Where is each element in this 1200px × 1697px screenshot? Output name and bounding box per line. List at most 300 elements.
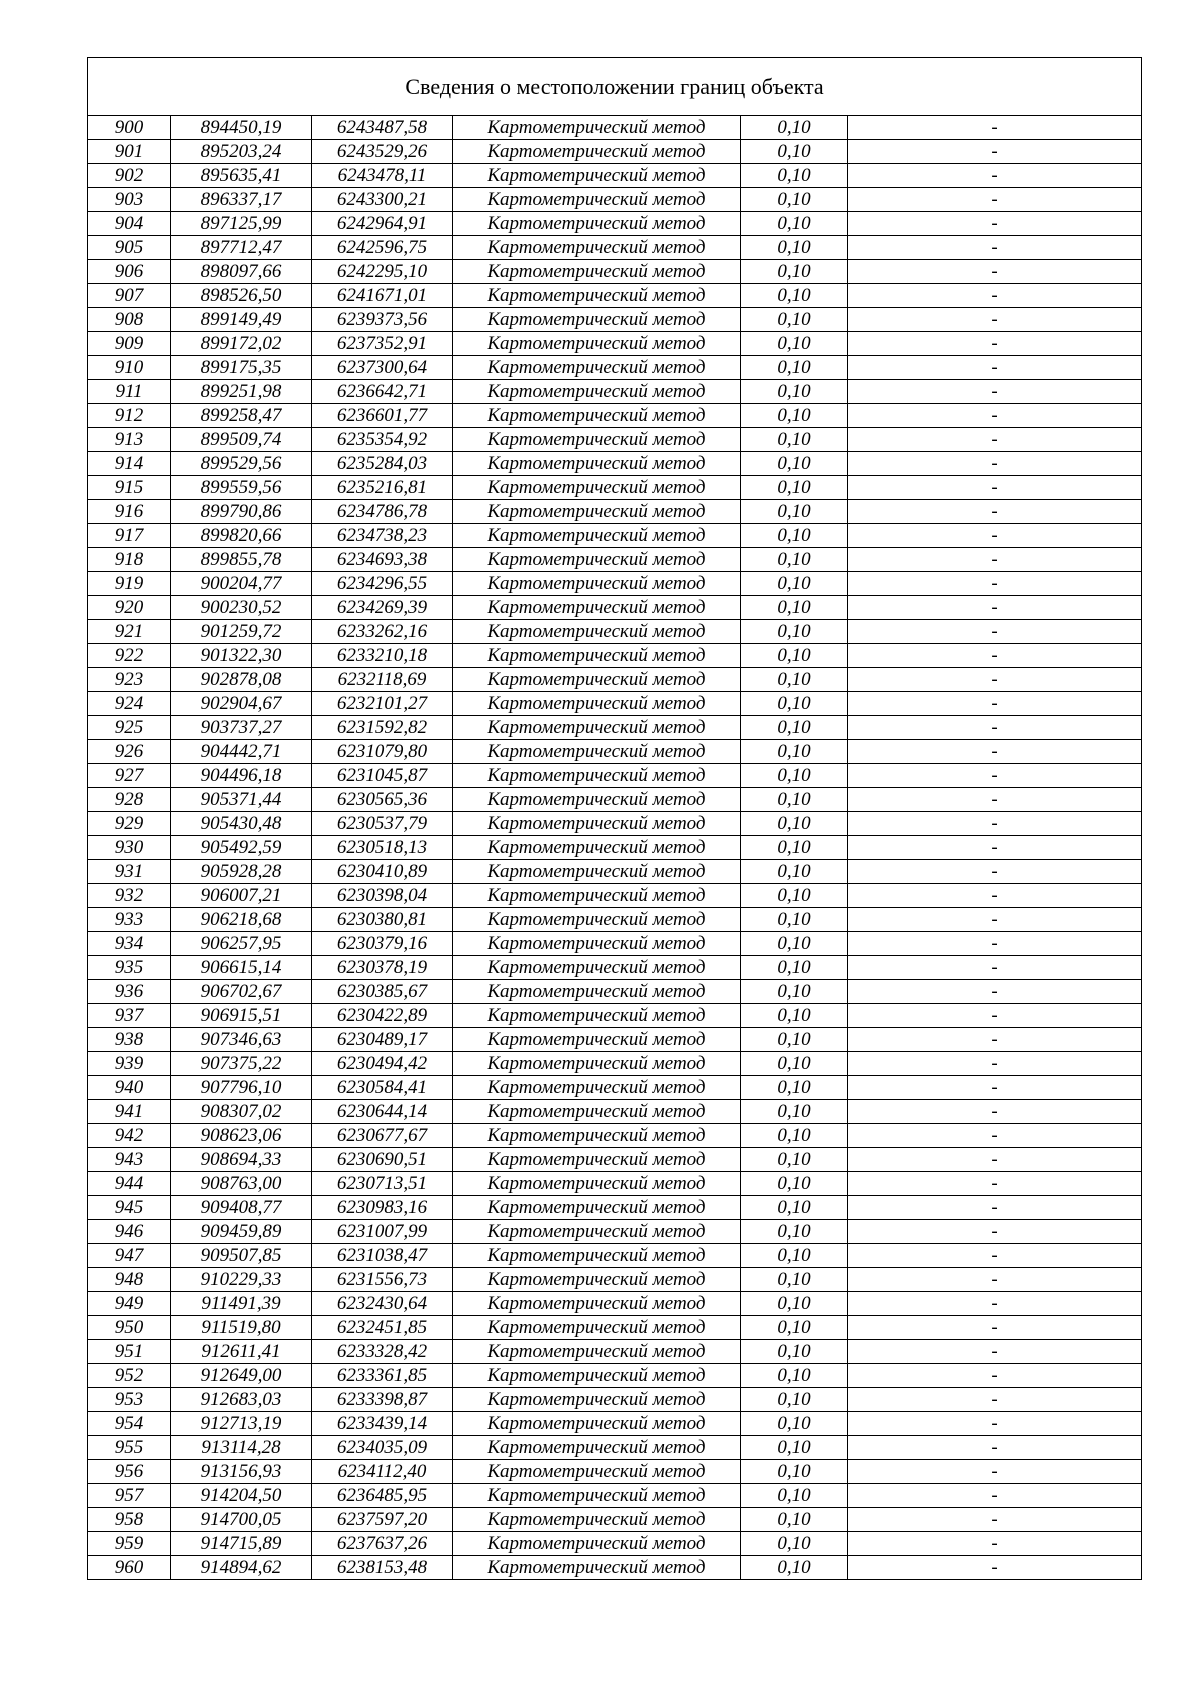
x-coordinate-cell: 901322,30 bbox=[171, 644, 312, 668]
table-row bbox=[88, 1388, 1142, 1412]
method-cell: Картометрический метод bbox=[453, 356, 741, 380]
description-cell: - bbox=[848, 332, 1142, 356]
table-row bbox=[88, 932, 1142, 956]
table-row bbox=[88, 692, 1142, 716]
accuracy-cell: 0,10 bbox=[741, 1508, 848, 1532]
accuracy-cell: 0,10 bbox=[741, 596, 848, 620]
table-row bbox=[88, 308, 1142, 332]
x-coordinate-cell: 899175,35 bbox=[171, 356, 312, 380]
method-cell: Картометрический метод bbox=[453, 1340, 741, 1364]
description-cell: - bbox=[848, 1460, 1142, 1484]
accuracy-cell: 0,10 bbox=[741, 548, 848, 572]
method-cell: Картометрический метод bbox=[453, 1412, 741, 1436]
y-coordinate-cell: 6236642,71 bbox=[312, 380, 453, 404]
x-coordinate-cell: 907375,22 bbox=[171, 1052, 312, 1076]
description-cell: - bbox=[848, 1124, 1142, 1148]
accuracy-cell: 0,10 bbox=[741, 1028, 848, 1052]
y-coordinate-cell: 6237597,20 bbox=[312, 1508, 453, 1532]
table-row bbox=[88, 1076, 1142, 1100]
point-number-cell: 917 bbox=[88, 524, 171, 548]
y-coordinate-cell: 6234035,09 bbox=[312, 1436, 453, 1460]
method-cell: Картометрический метод bbox=[453, 740, 741, 764]
description-cell: - bbox=[848, 812, 1142, 836]
description-cell: - bbox=[848, 428, 1142, 452]
point-number-cell: 911 bbox=[88, 380, 171, 404]
accuracy-cell: 0,10 bbox=[741, 260, 848, 284]
method-cell: Картометрический метод bbox=[453, 404, 741, 428]
table-row bbox=[88, 260, 1142, 284]
y-coordinate-cell: 6234112,40 bbox=[312, 1460, 453, 1484]
y-coordinate-cell: 6232101,27 bbox=[312, 692, 453, 716]
table-row bbox=[88, 140, 1142, 164]
x-coordinate-cell: 908623,06 bbox=[171, 1124, 312, 1148]
description-cell: - bbox=[848, 1148, 1142, 1172]
table-row bbox=[88, 356, 1142, 380]
accuracy-cell: 0,10 bbox=[741, 116, 848, 140]
description-cell: - bbox=[848, 1388, 1142, 1412]
description-cell: - bbox=[848, 1100, 1142, 1124]
table-row bbox=[88, 980, 1142, 1004]
description-cell: - bbox=[848, 1268, 1142, 1292]
table-row bbox=[88, 1508, 1142, 1532]
x-coordinate-cell: 898097,66 bbox=[171, 260, 312, 284]
method-cell: Картометрический метод bbox=[453, 1532, 741, 1556]
y-coordinate-cell: 6234269,39 bbox=[312, 596, 453, 620]
accuracy-cell: 0,10 bbox=[741, 1268, 848, 1292]
point-number-cell: 943 bbox=[88, 1148, 171, 1172]
point-number-cell: 948 bbox=[88, 1268, 171, 1292]
description-cell: - bbox=[848, 236, 1142, 260]
table-row bbox=[88, 1412, 1142, 1436]
table-row bbox=[88, 452, 1142, 476]
y-coordinate-cell: 6239373,56 bbox=[312, 308, 453, 332]
y-coordinate-cell: 6233328,42 bbox=[312, 1340, 453, 1364]
method-cell: Картометрический метод bbox=[453, 1268, 741, 1292]
point-number-cell: 952 bbox=[88, 1364, 171, 1388]
y-coordinate-cell: 6230398,04 bbox=[312, 884, 453, 908]
x-coordinate-cell: 907346,63 bbox=[171, 1028, 312, 1052]
description-cell: - bbox=[848, 284, 1142, 308]
table-row bbox=[88, 428, 1142, 452]
description-cell: - bbox=[848, 884, 1142, 908]
description-cell: - bbox=[848, 764, 1142, 788]
point-number-cell: 957 bbox=[88, 1484, 171, 1508]
accuracy-cell: 0,10 bbox=[741, 836, 848, 860]
table-row bbox=[88, 500, 1142, 524]
point-number-cell: 912 bbox=[88, 404, 171, 428]
x-coordinate-cell: 899790,86 bbox=[171, 500, 312, 524]
y-coordinate-cell: 6231045,87 bbox=[312, 764, 453, 788]
method-cell: Картометрический метод bbox=[453, 596, 741, 620]
accuracy-cell: 0,10 bbox=[741, 1484, 848, 1508]
accuracy-cell: 0,10 bbox=[741, 620, 848, 644]
table-row bbox=[88, 1004, 1142, 1028]
table-row bbox=[88, 836, 1142, 860]
point-number-cell: 901 bbox=[88, 140, 171, 164]
point-number-cell: 959 bbox=[88, 1532, 171, 1556]
y-coordinate-cell: 6230379,16 bbox=[312, 932, 453, 956]
table-row bbox=[88, 740, 1142, 764]
point-number-cell: 905 bbox=[88, 236, 171, 260]
y-coordinate-cell: 6230983,16 bbox=[312, 1196, 453, 1220]
description-cell: - bbox=[848, 788, 1142, 812]
point-number-cell: 956 bbox=[88, 1460, 171, 1484]
point-number-cell: 920 bbox=[88, 596, 171, 620]
table-row bbox=[88, 812, 1142, 836]
table-row bbox=[88, 884, 1142, 908]
accuracy-cell: 0,10 bbox=[741, 1196, 848, 1220]
x-coordinate-cell: 905371,44 bbox=[171, 788, 312, 812]
x-coordinate-cell: 899149,49 bbox=[171, 308, 312, 332]
point-number-cell: 950 bbox=[88, 1316, 171, 1340]
y-coordinate-cell: 6230644,14 bbox=[312, 1100, 453, 1124]
accuracy-cell: 0,10 bbox=[741, 404, 848, 428]
method-cell: Картометрический метод bbox=[453, 284, 741, 308]
point-number-cell: 921 bbox=[88, 620, 171, 644]
table-row bbox=[88, 1220, 1142, 1244]
accuracy-cell: 0,10 bbox=[741, 884, 848, 908]
method-cell: Картометрический метод bbox=[453, 860, 741, 884]
y-coordinate-cell: 6230494,42 bbox=[312, 1052, 453, 1076]
method-cell: Картометрический метод bbox=[453, 188, 741, 212]
accuracy-cell: 0,10 bbox=[741, 668, 848, 692]
table-row bbox=[88, 1028, 1142, 1052]
x-coordinate-cell: 904496,18 bbox=[171, 764, 312, 788]
x-coordinate-cell: 913114,28 bbox=[171, 1436, 312, 1460]
x-coordinate-cell: 909408,77 bbox=[171, 1196, 312, 1220]
point-number-cell: 936 bbox=[88, 980, 171, 1004]
description-cell: - bbox=[848, 1028, 1142, 1052]
accuracy-cell: 0,10 bbox=[741, 740, 848, 764]
accuracy-cell: 0,10 bbox=[741, 980, 848, 1004]
description-cell: - bbox=[848, 116, 1142, 140]
point-number-cell: 903 bbox=[88, 188, 171, 212]
x-coordinate-cell: 912713,19 bbox=[171, 1412, 312, 1436]
description-cell: - bbox=[848, 1532, 1142, 1556]
description-cell: - bbox=[848, 1436, 1142, 1460]
accuracy-cell: 0,10 bbox=[741, 1220, 848, 1244]
x-coordinate-cell: 899855,78 bbox=[171, 548, 312, 572]
table-row bbox=[88, 1556, 1142, 1580]
x-coordinate-cell: 895203,24 bbox=[171, 140, 312, 164]
y-coordinate-cell: 6242596,75 bbox=[312, 236, 453, 260]
accuracy-cell: 0,10 bbox=[741, 1460, 848, 1484]
y-coordinate-cell: 6230677,67 bbox=[312, 1124, 453, 1148]
description-cell: - bbox=[848, 1316, 1142, 1340]
x-coordinate-cell: 902878,08 bbox=[171, 668, 312, 692]
table-row bbox=[88, 1196, 1142, 1220]
method-cell: Картометрический метод bbox=[453, 620, 741, 644]
y-coordinate-cell: 6232451,85 bbox=[312, 1316, 453, 1340]
method-cell: Картометрический метод bbox=[453, 116, 741, 140]
y-coordinate-cell: 6235216,81 bbox=[312, 476, 453, 500]
description-cell: - bbox=[848, 1484, 1142, 1508]
accuracy-cell: 0,10 bbox=[741, 308, 848, 332]
description-cell: - bbox=[848, 1052, 1142, 1076]
accuracy-cell: 0,10 bbox=[741, 1052, 848, 1076]
y-coordinate-cell: 6234296,55 bbox=[312, 572, 453, 596]
x-coordinate-cell: 906915,51 bbox=[171, 1004, 312, 1028]
method-cell: Картометрический метод bbox=[453, 380, 741, 404]
description-cell: - bbox=[848, 692, 1142, 716]
accuracy-cell: 0,10 bbox=[741, 1124, 848, 1148]
y-coordinate-cell: 6230385,67 bbox=[312, 980, 453, 1004]
x-coordinate-cell: 906007,21 bbox=[171, 884, 312, 908]
y-coordinate-cell: 6230378,19 bbox=[312, 956, 453, 980]
x-coordinate-cell: 899559,56 bbox=[171, 476, 312, 500]
y-coordinate-cell: 6237637,26 bbox=[312, 1532, 453, 1556]
point-number-cell: 910 bbox=[88, 356, 171, 380]
y-coordinate-cell: 6235354,92 bbox=[312, 428, 453, 452]
accuracy-cell: 0,10 bbox=[741, 428, 848, 452]
table-row bbox=[88, 164, 1142, 188]
table-row bbox=[88, 284, 1142, 308]
description-cell: - bbox=[848, 260, 1142, 284]
method-cell: Картометрический метод bbox=[453, 1196, 741, 1220]
accuracy-cell: 0,10 bbox=[741, 236, 848, 260]
x-coordinate-cell: 914715,89 bbox=[171, 1532, 312, 1556]
x-coordinate-cell: 909507,85 bbox=[171, 1244, 312, 1268]
accuracy-cell: 0,10 bbox=[741, 1148, 848, 1172]
description-cell: - bbox=[848, 500, 1142, 524]
table-row bbox=[88, 1364, 1142, 1388]
table-row bbox=[88, 1268, 1142, 1292]
x-coordinate-cell: 907796,10 bbox=[171, 1076, 312, 1100]
method-cell: Картометрический метод bbox=[453, 980, 741, 1004]
point-number-cell: 929 bbox=[88, 812, 171, 836]
point-number-cell: 960 bbox=[88, 1556, 171, 1580]
description-cell: - bbox=[848, 548, 1142, 572]
point-number-cell: 949 bbox=[88, 1292, 171, 1316]
x-coordinate-cell: 905430,48 bbox=[171, 812, 312, 836]
description-cell: - bbox=[848, 1244, 1142, 1268]
point-number-cell: 932 bbox=[88, 884, 171, 908]
method-cell: Картометрический метод bbox=[453, 788, 741, 812]
method-cell: Картометрический метод bbox=[453, 1244, 741, 1268]
x-coordinate-cell: 905928,28 bbox=[171, 860, 312, 884]
description-cell: - bbox=[848, 740, 1142, 764]
x-coordinate-cell: 900230,52 bbox=[171, 596, 312, 620]
accuracy-cell: 0,10 bbox=[741, 644, 848, 668]
description-cell: - bbox=[848, 404, 1142, 428]
y-coordinate-cell: 6230518,13 bbox=[312, 836, 453, 860]
method-cell: Картометрический метод bbox=[453, 140, 741, 164]
table-row bbox=[88, 548, 1142, 572]
method-cell: Картометрический метод bbox=[453, 260, 741, 284]
description-cell: - bbox=[848, 956, 1142, 980]
point-number-cell: 915 bbox=[88, 476, 171, 500]
accuracy-cell: 0,10 bbox=[741, 1004, 848, 1028]
accuracy-cell: 0,10 bbox=[741, 284, 848, 308]
x-coordinate-cell: 896337,17 bbox=[171, 188, 312, 212]
table-row bbox=[88, 1172, 1142, 1196]
table-row bbox=[88, 524, 1142, 548]
table-row bbox=[88, 212, 1142, 236]
point-number-cell: 919 bbox=[88, 572, 171, 596]
method-cell: Картометрический метод bbox=[453, 1436, 741, 1460]
accuracy-cell: 0,10 bbox=[741, 956, 848, 980]
method-cell: Картометрический метод bbox=[453, 1292, 741, 1316]
table-row bbox=[88, 404, 1142, 428]
table-row bbox=[88, 716, 1142, 740]
description-cell: - bbox=[848, 308, 1142, 332]
x-coordinate-cell: 914204,50 bbox=[171, 1484, 312, 1508]
accuracy-cell: 0,10 bbox=[741, 380, 848, 404]
table-row bbox=[88, 1316, 1142, 1340]
accuracy-cell: 0,10 bbox=[741, 1076, 848, 1100]
y-coordinate-cell: 6238153,48 bbox=[312, 1556, 453, 1580]
point-number-cell: 942 bbox=[88, 1124, 171, 1148]
x-coordinate-cell: 897712,47 bbox=[171, 236, 312, 260]
method-cell: Картометрический метод bbox=[453, 164, 741, 188]
y-coordinate-cell: 6235284,03 bbox=[312, 452, 453, 476]
table-row bbox=[88, 644, 1142, 668]
method-cell: Картометрический метод bbox=[453, 1220, 741, 1244]
table-row bbox=[88, 788, 1142, 812]
point-number-cell: 953 bbox=[88, 1388, 171, 1412]
x-coordinate-cell: 908694,33 bbox=[171, 1148, 312, 1172]
description-cell: - bbox=[848, 212, 1142, 236]
accuracy-cell: 0,10 bbox=[741, 1412, 848, 1436]
method-cell: Картометрический метод bbox=[453, 452, 741, 476]
accuracy-cell: 0,10 bbox=[741, 476, 848, 500]
point-number-cell: 945 bbox=[88, 1196, 171, 1220]
point-number-cell: 928 bbox=[88, 788, 171, 812]
description-cell: - bbox=[848, 356, 1142, 380]
table-row bbox=[88, 1052, 1142, 1076]
accuracy-cell: 0,10 bbox=[741, 1556, 848, 1580]
point-number-cell: 907 bbox=[88, 284, 171, 308]
point-number-cell: 951 bbox=[88, 1340, 171, 1364]
accuracy-cell: 0,10 bbox=[741, 932, 848, 956]
x-coordinate-cell: 898526,50 bbox=[171, 284, 312, 308]
method-cell: Картометрический метод bbox=[453, 932, 741, 956]
description-cell: - bbox=[848, 932, 1142, 956]
y-coordinate-cell: 6234693,38 bbox=[312, 548, 453, 572]
x-coordinate-cell: 912649,00 bbox=[171, 1364, 312, 1388]
y-coordinate-cell: 6243487,58 bbox=[312, 116, 453, 140]
table-row bbox=[88, 1532, 1142, 1556]
method-cell: Картометрический метод bbox=[453, 1100, 741, 1124]
point-number-cell: 939 bbox=[88, 1052, 171, 1076]
accuracy-cell: 0,10 bbox=[741, 332, 848, 356]
y-coordinate-cell: 6230584,41 bbox=[312, 1076, 453, 1100]
x-coordinate-cell: 908307,02 bbox=[171, 1100, 312, 1124]
method-cell: Картометрический метод bbox=[453, 236, 741, 260]
accuracy-cell: 0,10 bbox=[741, 524, 848, 548]
method-cell: Картометрический метод bbox=[453, 1364, 741, 1388]
description-cell: - bbox=[848, 1172, 1142, 1196]
table-row bbox=[88, 1460, 1142, 1484]
method-cell: Картометрический метод bbox=[453, 476, 741, 500]
description-cell: - bbox=[848, 1292, 1142, 1316]
y-coordinate-cell: 6236485,95 bbox=[312, 1484, 453, 1508]
y-coordinate-cell: 6232118,69 bbox=[312, 668, 453, 692]
description-cell: - bbox=[848, 572, 1142, 596]
accuracy-cell: 0,10 bbox=[741, 1292, 848, 1316]
point-number-cell: 922 bbox=[88, 644, 171, 668]
method-cell: Картометрический метод bbox=[453, 764, 741, 788]
method-cell: Картометрический метод bbox=[453, 212, 741, 236]
description-cell: - bbox=[848, 860, 1142, 884]
point-number-cell: 940 bbox=[88, 1076, 171, 1100]
table-title: Сведения о местоположении границ объекта bbox=[88, 58, 1142, 116]
method-cell: Картометрический метод bbox=[453, 548, 741, 572]
method-cell: Картометрический метод bbox=[453, 1460, 741, 1484]
description-cell: - bbox=[848, 1364, 1142, 1388]
description-cell: - bbox=[848, 620, 1142, 644]
table-row bbox=[88, 1292, 1142, 1316]
x-coordinate-cell: 906615,14 bbox=[171, 956, 312, 980]
accuracy-cell: 0,10 bbox=[741, 140, 848, 164]
table-row bbox=[88, 1484, 1142, 1508]
table-row bbox=[88, 764, 1142, 788]
description-cell: - bbox=[848, 1508, 1142, 1532]
point-number-cell: 900 bbox=[88, 116, 171, 140]
point-number-cell: 916 bbox=[88, 500, 171, 524]
point-number-cell: 938 bbox=[88, 1028, 171, 1052]
method-cell: Картометрический метод bbox=[453, 1508, 741, 1532]
table-row bbox=[88, 908, 1142, 932]
method-cell: Картометрический метод bbox=[453, 1484, 741, 1508]
accuracy-cell: 0,10 bbox=[741, 164, 848, 188]
x-coordinate-cell: 899509,74 bbox=[171, 428, 312, 452]
description-cell: - bbox=[848, 452, 1142, 476]
description-cell: - bbox=[848, 1196, 1142, 1220]
y-coordinate-cell: 6230713,51 bbox=[312, 1172, 453, 1196]
point-number-cell: 909 bbox=[88, 332, 171, 356]
x-coordinate-cell: 905492,59 bbox=[171, 836, 312, 860]
method-cell: Картометрический метод bbox=[453, 1028, 741, 1052]
y-coordinate-cell: 6230422,89 bbox=[312, 1004, 453, 1028]
table-row bbox=[88, 956, 1142, 980]
point-number-cell: 914 bbox=[88, 452, 171, 476]
method-cell: Картометрический метод bbox=[453, 812, 741, 836]
y-coordinate-cell: 6243529,26 bbox=[312, 140, 453, 164]
table-row bbox=[88, 1124, 1142, 1148]
x-coordinate-cell: 910229,33 bbox=[171, 1268, 312, 1292]
y-coordinate-cell: 6230410,89 bbox=[312, 860, 453, 884]
description-cell: - bbox=[848, 524, 1142, 548]
description-cell: - bbox=[848, 668, 1142, 692]
x-coordinate-cell: 914894,62 bbox=[171, 1556, 312, 1580]
point-number-cell: 954 bbox=[88, 1412, 171, 1436]
y-coordinate-cell: 6230489,17 bbox=[312, 1028, 453, 1052]
description-cell: - bbox=[848, 1220, 1142, 1244]
accuracy-cell: 0,10 bbox=[741, 1316, 848, 1340]
y-coordinate-cell: 6237300,64 bbox=[312, 356, 453, 380]
method-cell: Картометрический метод bbox=[453, 1388, 741, 1412]
description-cell: - bbox=[848, 1556, 1142, 1580]
point-number-cell: 933 bbox=[88, 908, 171, 932]
description-cell: - bbox=[848, 188, 1142, 212]
point-number-cell: 946 bbox=[88, 1220, 171, 1244]
x-coordinate-cell: 902904,67 bbox=[171, 692, 312, 716]
x-coordinate-cell: 904442,71 bbox=[171, 740, 312, 764]
accuracy-cell: 0,10 bbox=[741, 1388, 848, 1412]
method-cell: Картометрический метод bbox=[453, 1004, 741, 1028]
x-coordinate-cell: 912683,03 bbox=[171, 1388, 312, 1412]
x-coordinate-cell: 909459,89 bbox=[171, 1220, 312, 1244]
y-coordinate-cell: 6243478,11 bbox=[312, 164, 453, 188]
y-coordinate-cell: 6243300,21 bbox=[312, 188, 453, 212]
method-cell: Картометрический метод bbox=[453, 1172, 741, 1196]
table-row bbox=[88, 1100, 1142, 1124]
description-cell: - bbox=[848, 380, 1142, 404]
y-coordinate-cell: 6230565,36 bbox=[312, 788, 453, 812]
accuracy-cell: 0,10 bbox=[741, 1436, 848, 1460]
accuracy-cell: 0,10 bbox=[741, 764, 848, 788]
